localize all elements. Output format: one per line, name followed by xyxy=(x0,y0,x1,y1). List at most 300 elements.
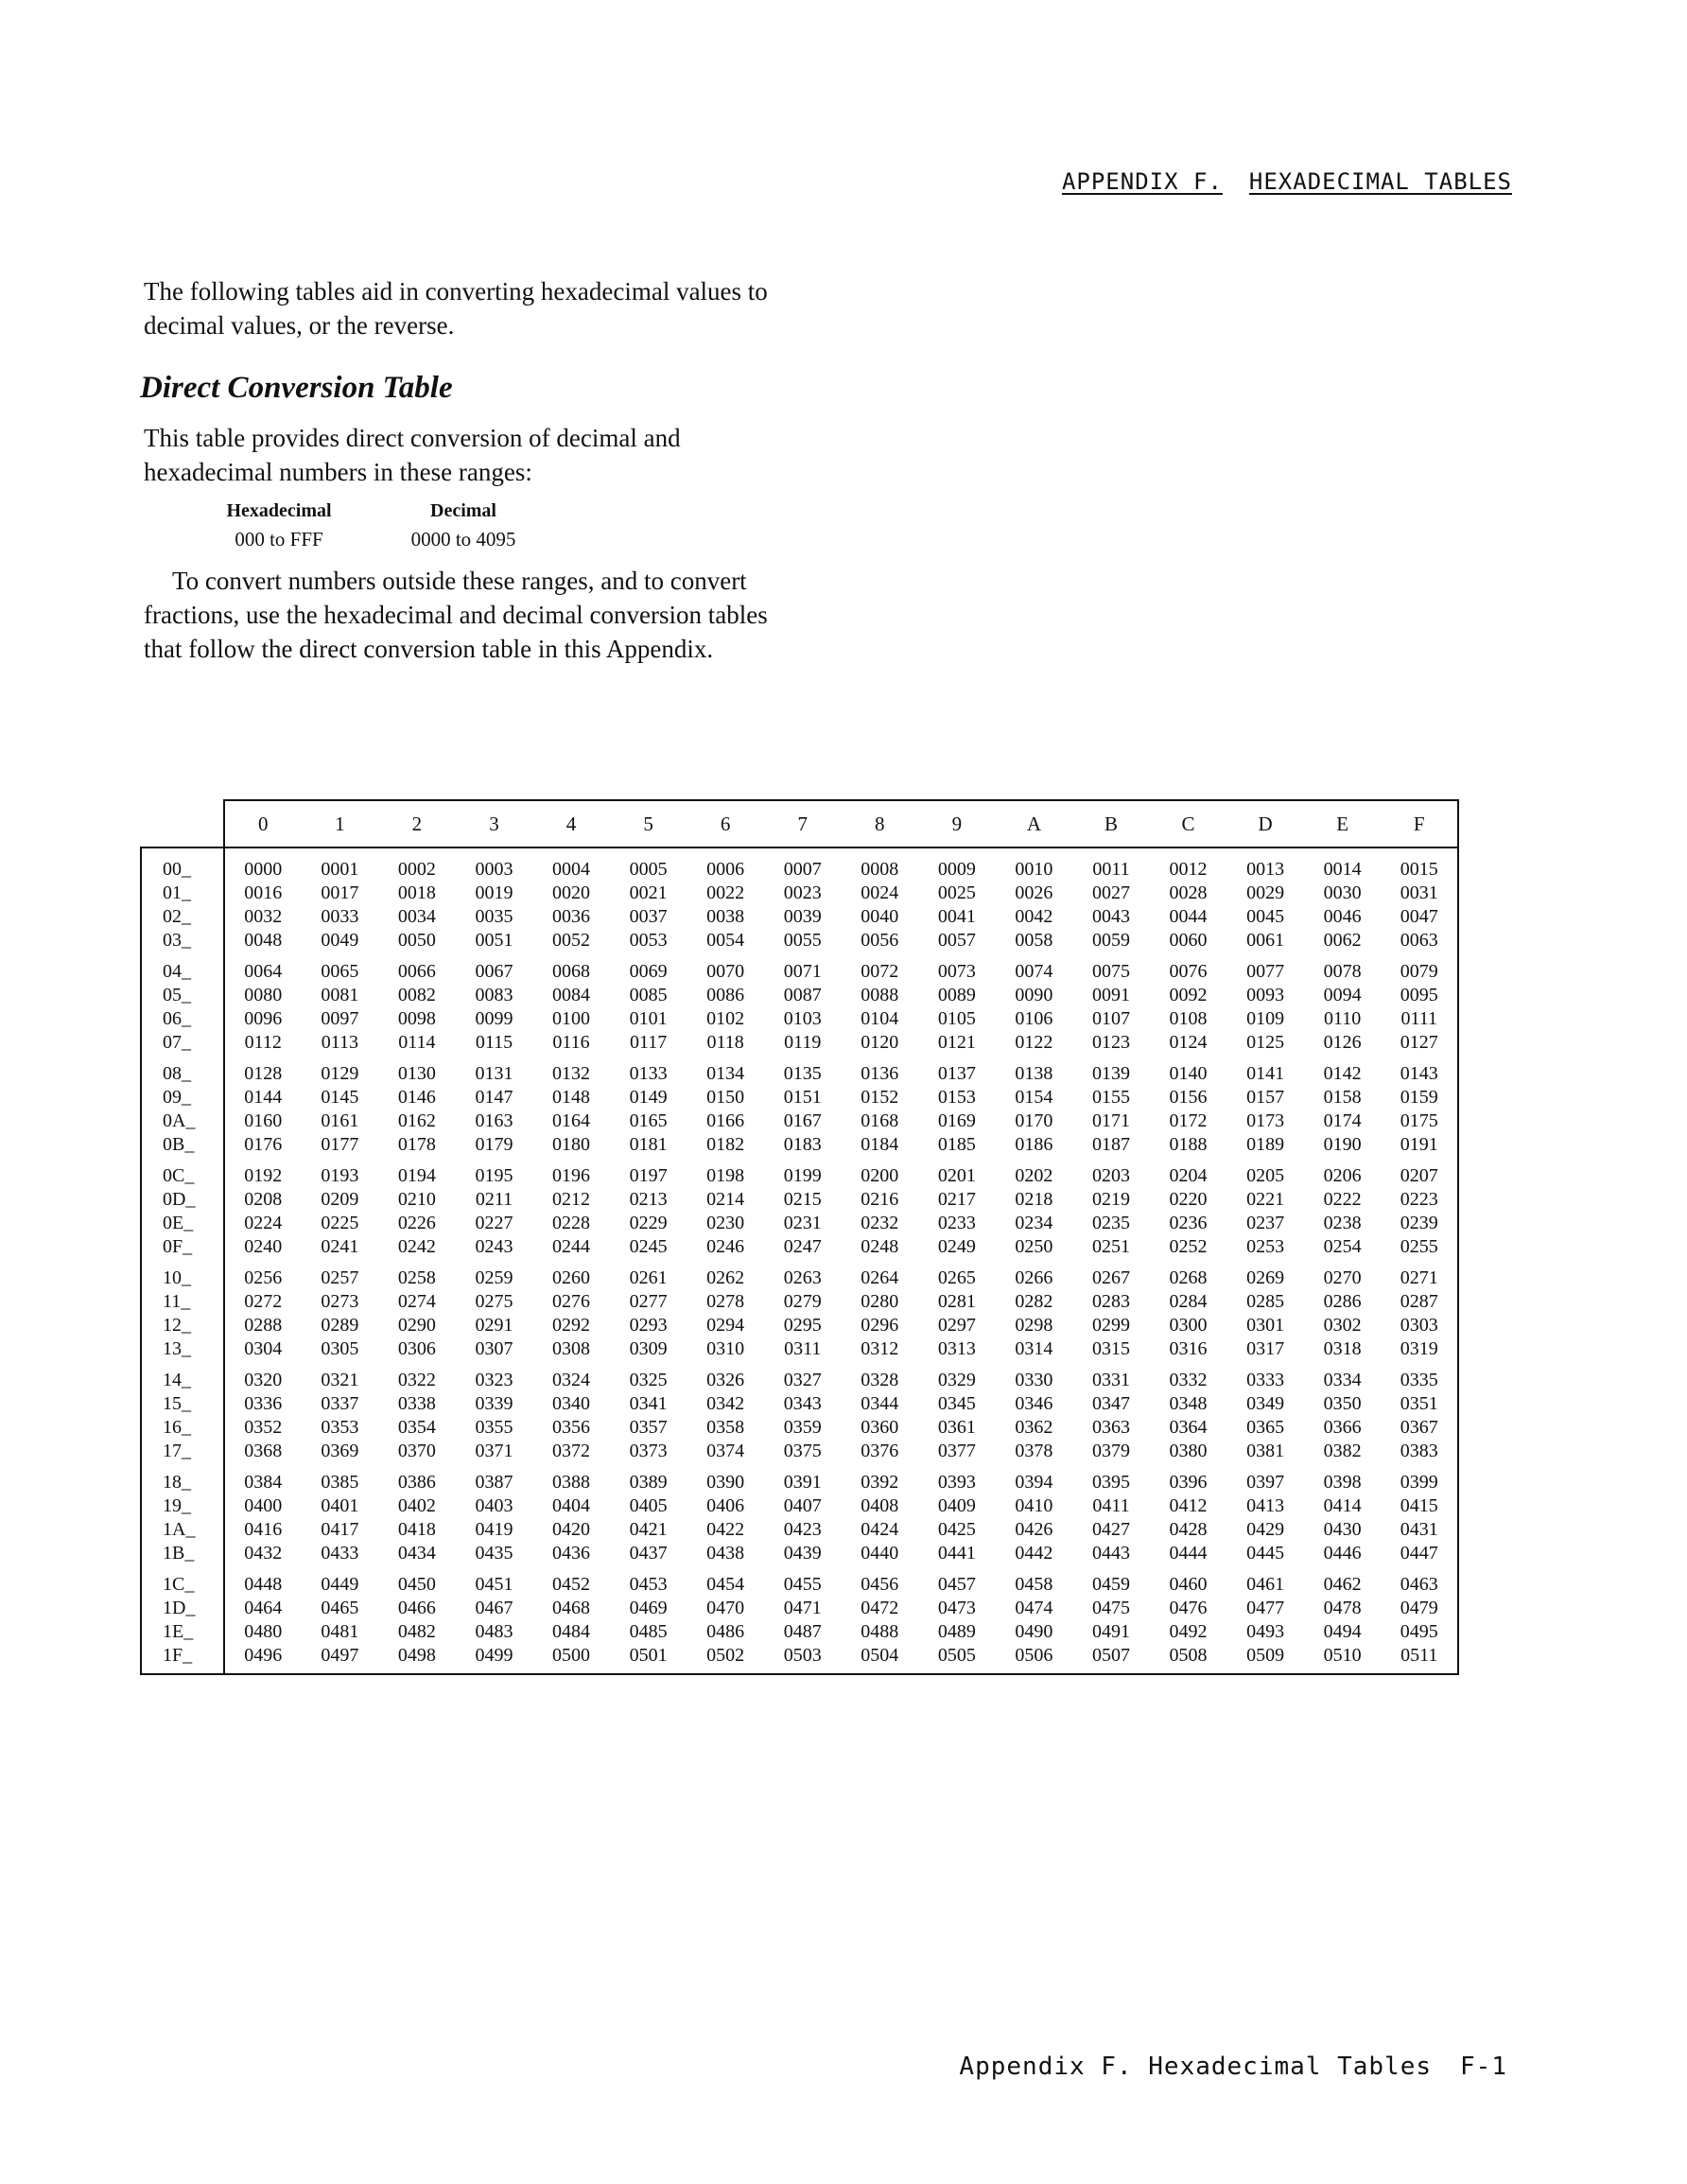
table-row xyxy=(141,1086,1458,1109)
table-row xyxy=(141,882,1458,905)
table-row xyxy=(141,1055,1458,1086)
table-cell: 0119 xyxy=(784,1032,822,1053)
table-cell: 0040 xyxy=(861,906,899,927)
table-cell: 0178 xyxy=(397,1134,436,1155)
table-cell: 0241 xyxy=(321,1236,359,1257)
table-cell: 0191 xyxy=(1381,1133,1458,1157)
table-cell: 0403 xyxy=(475,1495,513,1516)
table-cell: 0135 xyxy=(783,1063,822,1084)
table-cell: 0033 xyxy=(321,906,359,927)
table-cell: 0482 xyxy=(397,1621,436,1642)
table-row xyxy=(141,1494,1458,1518)
table-cell: 0319 xyxy=(1381,1337,1458,1361)
table-cell: 0350 xyxy=(1323,1393,1362,1414)
row-header: 0F_ xyxy=(141,1235,224,1259)
table-cell: 0360 xyxy=(861,1417,899,1438)
table-cell: 0313 xyxy=(937,1338,976,1359)
table-cell: 0082 xyxy=(397,985,436,1005)
table-cell: 0300 xyxy=(1169,1315,1208,1336)
table-cell: 0266 xyxy=(1015,1267,1053,1288)
table-cell: 0374 xyxy=(706,1441,745,1461)
table-cell: 0152 xyxy=(861,1087,899,1108)
table-cell: 0463 xyxy=(1381,1565,1458,1597)
table-cell: 0231 xyxy=(783,1213,822,1233)
row-header: 11_ xyxy=(141,1290,224,1314)
table-cell: 0391 xyxy=(783,1472,822,1493)
table-row xyxy=(141,1157,1458,1188)
table-cell: 0280 xyxy=(861,1291,899,1312)
table-cell: 0128 xyxy=(244,1063,283,1084)
table-cell: 0062 xyxy=(1323,930,1362,951)
table-cell: 0016 xyxy=(244,882,283,903)
table-cell: 0132 xyxy=(552,1063,591,1084)
table-cell: 0412 xyxy=(1169,1495,1208,1516)
intro-paragraph: The following tables aid in converting hexadecimal values to decimal values, or the reverse. xyxy=(144,277,768,340)
table-cell: 0223 xyxy=(1381,1188,1458,1212)
table-cell: 0174 xyxy=(1323,1110,1362,1131)
table-cell: 0054 xyxy=(706,930,745,951)
table-cell: 0451 xyxy=(475,1574,513,1595)
table-cell: 0089 xyxy=(937,985,976,1005)
table-cell: 0421 xyxy=(629,1519,668,1540)
table-cell: 0098 xyxy=(397,1008,436,1029)
row-header: 12_ xyxy=(141,1314,224,1337)
table-cell: 0224 xyxy=(244,1213,283,1233)
table-cell: 0377 xyxy=(937,1441,976,1461)
table-cell: 0188 xyxy=(1169,1134,1208,1155)
hex-range-column xyxy=(203,497,355,553)
table-cell: 0304 xyxy=(244,1338,283,1359)
table-cell: 0343 xyxy=(783,1393,822,1414)
table-cell: 0256 xyxy=(244,1267,283,1288)
row-header: 1B_ xyxy=(141,1542,224,1565)
table-cell: 0351 xyxy=(1381,1392,1458,1416)
table-cell: 0069 xyxy=(629,961,668,982)
table-cell: 0065 xyxy=(321,961,359,982)
page-number: F-1 xyxy=(1460,2053,1507,2081)
table-row xyxy=(141,1337,1458,1361)
table-cell: 0375 xyxy=(783,1441,822,1461)
table-cell: 0004 xyxy=(552,859,591,880)
table-cell: 0163 xyxy=(475,1110,513,1131)
table-cell: 0183 xyxy=(783,1134,822,1155)
column-header: F xyxy=(1381,800,1458,847)
table-cell: 0148 xyxy=(552,1087,591,1108)
table-cell: 0265 xyxy=(937,1267,976,1288)
table-cell: 0198 xyxy=(706,1165,745,1186)
table-cell: 0029 xyxy=(1246,882,1285,903)
table-cell: 0125 xyxy=(1246,1032,1285,1053)
table-cell: 0491 xyxy=(1091,1621,1130,1642)
table-cell: 0355 xyxy=(475,1417,513,1438)
table-cell: 0318 xyxy=(1323,1338,1362,1359)
table-cell: 0003 xyxy=(475,859,513,880)
table-cell: 0001 xyxy=(321,859,359,880)
table-cell: 0012 xyxy=(1169,859,1208,880)
table-cell: 0006 xyxy=(706,859,745,880)
table-cell: 0306 xyxy=(397,1338,436,1359)
table-cell: 0170 xyxy=(1015,1110,1053,1131)
table-cell: 0028 xyxy=(1169,882,1208,903)
table-cell: 0139 xyxy=(1091,1063,1130,1084)
table-cell: 0346 xyxy=(1015,1393,1053,1414)
table-cell: 0424 xyxy=(861,1519,899,1540)
table-cell: 0398 xyxy=(1323,1472,1362,1493)
table-cell: 0416 xyxy=(244,1519,283,1540)
table-cell: 0489 xyxy=(937,1621,976,1642)
table-cell: 0097 xyxy=(321,1008,359,1029)
table-cell: 0299 xyxy=(1091,1315,1130,1336)
table-cell: 0295 xyxy=(783,1315,822,1336)
table-cell: 0081 xyxy=(321,985,359,1005)
row-header: 00_ xyxy=(141,847,224,882)
table-cell: 0106 xyxy=(1015,1008,1053,1029)
table-cell: 0479 xyxy=(1381,1597,1458,1620)
table-cell: 0092 xyxy=(1169,985,1208,1005)
table-cell: 0194 xyxy=(397,1165,436,1186)
table-cell: 0457 xyxy=(937,1574,976,1595)
table-cell: 0050 xyxy=(397,930,436,951)
dec-range-label: Decimal xyxy=(430,500,496,521)
table-cell: 0466 xyxy=(397,1598,436,1618)
table-cell: 0053 xyxy=(629,930,668,951)
table-cell: 0287 xyxy=(1381,1290,1458,1314)
table-cell: 0437 xyxy=(629,1543,668,1564)
table-row xyxy=(141,1031,1458,1055)
table-cell: 0352 xyxy=(244,1417,283,1438)
table-cell: 0357 xyxy=(629,1417,668,1438)
table-cell: 0110 xyxy=(1324,1008,1362,1029)
table-cell: 0235 xyxy=(1091,1213,1130,1233)
table-cell: 0312 xyxy=(861,1338,899,1359)
table-row xyxy=(141,1314,1458,1337)
table-cell: 0066 xyxy=(397,961,436,982)
table-cell: 0000 xyxy=(244,859,283,880)
table-cell: 0478 xyxy=(1323,1598,1362,1618)
table-cell: 0308 xyxy=(552,1338,591,1359)
table-cell: 0182 xyxy=(706,1134,745,1155)
table-cell: 0158 xyxy=(1323,1087,1362,1108)
table-cell: 0068 xyxy=(552,961,591,982)
table-cell: 0159 xyxy=(1381,1086,1458,1109)
table-cell: 0321 xyxy=(321,1370,359,1390)
table-corner-cell xyxy=(141,800,224,847)
description-paragraph: This table provides direct conversion of decimal and hexadecimal numbers in these ranges: xyxy=(144,424,681,486)
header-appendix-label: APPENDIX F. xyxy=(1061,168,1223,195)
table-cell: 0269 xyxy=(1246,1267,1285,1288)
column-header: 5 xyxy=(610,800,687,847)
table-cell: 0381 xyxy=(1246,1441,1285,1461)
table-cell: 0037 xyxy=(629,906,668,927)
table-cell: 0481 xyxy=(321,1621,359,1642)
conversion-note-text: To convert numbers outside these ranges, and to convert fractions, use the hexadecimal and decimal conversion tables that follow the direct conversion table in this Appendix. xyxy=(144,567,768,663)
table-cell: 0035 xyxy=(475,906,513,927)
table-cell: 0415 xyxy=(1381,1494,1458,1518)
table-cell: 0408 xyxy=(861,1495,899,1516)
hex-range-label: Hexadecimal xyxy=(226,500,332,521)
table-cell: 0459 xyxy=(1091,1574,1130,1595)
table-cell: 0363 xyxy=(1091,1417,1130,1438)
row-header: 10_ xyxy=(141,1259,224,1290)
table-cell: 0026 xyxy=(1015,882,1053,903)
table-cell: 0176 xyxy=(244,1134,283,1155)
table-cell: 0276 xyxy=(552,1291,591,1312)
table-cell: 0339 xyxy=(475,1393,513,1414)
table-cell: 0090 xyxy=(1015,985,1053,1005)
table-cell: 0406 xyxy=(706,1495,745,1516)
table-cell: 0153 xyxy=(937,1087,976,1108)
table-cell: 0281 xyxy=(937,1291,976,1312)
table-cell: 0232 xyxy=(861,1213,899,1233)
table-row xyxy=(141,1109,1458,1133)
table-cell: 0219 xyxy=(1091,1189,1130,1210)
table-cell: 0303 xyxy=(1381,1314,1458,1337)
table-cell: 0338 xyxy=(397,1393,436,1414)
direct-conversion-table xyxy=(140,799,1459,1675)
table-cell: 0462 xyxy=(1323,1574,1362,1595)
table-cell: 0134 xyxy=(706,1063,745,1084)
table-cell: 0264 xyxy=(861,1267,899,1288)
table-cell: 0045 xyxy=(1246,906,1285,927)
table-cell: 0290 xyxy=(397,1315,436,1336)
table-cell: 0447 xyxy=(1381,1542,1458,1565)
table-cell: 0009 xyxy=(937,859,976,880)
table-cell: 0169 xyxy=(937,1110,976,1131)
table-cell: 0470 xyxy=(706,1598,745,1618)
table-cell: 0320 xyxy=(244,1370,283,1390)
table-cell: 0165 xyxy=(629,1110,668,1131)
table-cell: 0393 xyxy=(937,1472,976,1493)
table-cell: 0230 xyxy=(706,1213,745,1233)
table-cell: 0410 xyxy=(1015,1495,1053,1516)
table-cell: 0038 xyxy=(706,906,745,927)
table-cell: 0397 xyxy=(1246,1472,1285,1493)
table-row xyxy=(141,1259,1458,1290)
table-cell: 0293 xyxy=(629,1315,668,1336)
table-row xyxy=(141,905,1458,929)
column-header: 1 xyxy=(302,800,379,847)
table-cell: 0118 xyxy=(706,1032,744,1053)
table-cell: 0500 xyxy=(532,1644,610,1674)
table-cell: 0126 xyxy=(1323,1032,1362,1053)
table-cell: 0301 xyxy=(1246,1315,1285,1336)
table-cell: 0030 xyxy=(1323,882,1362,903)
table-cell: 0473 xyxy=(937,1598,976,1618)
table-cell: 0296 xyxy=(861,1315,899,1336)
table-cell: 0124 xyxy=(1169,1032,1208,1053)
table-cell: 0384 xyxy=(244,1472,283,1493)
table-cell: 0511 xyxy=(1381,1644,1458,1674)
table-cell: 0382 xyxy=(1323,1441,1362,1461)
table-cell: 0389 xyxy=(629,1472,668,1493)
table-cell: 0149 xyxy=(629,1087,668,1108)
table-row xyxy=(141,1007,1458,1031)
table-cell: 0056 xyxy=(861,930,899,951)
table-cell: 0311 xyxy=(784,1338,822,1359)
table-cell: 0017 xyxy=(321,882,359,903)
table-cell: 0483 xyxy=(475,1621,513,1642)
table-cell: 0052 xyxy=(552,930,591,951)
table-cell: 0477 xyxy=(1246,1598,1285,1618)
table-cell: 0427 xyxy=(1091,1519,1130,1540)
table-cell: 0057 xyxy=(937,930,976,951)
row-header: 05_ xyxy=(141,984,224,1007)
table-cell: 0213 xyxy=(629,1189,668,1210)
table-cell: 0187 xyxy=(1091,1134,1130,1155)
table-cell: 0094 xyxy=(1323,985,1362,1005)
table-cell: 0456 xyxy=(861,1574,899,1595)
table-cell: 0086 xyxy=(706,985,745,1005)
table-cell: 0420 xyxy=(552,1519,591,1540)
table-cell: 0127 xyxy=(1381,1031,1458,1055)
table-cell: 0334 xyxy=(1323,1370,1362,1390)
table-cell: 0145 xyxy=(321,1087,359,1108)
table-cell: 0246 xyxy=(706,1236,745,1257)
table-cell: 0298 xyxy=(1015,1315,1053,1336)
table-cell: 0203 xyxy=(1091,1165,1130,1186)
table-cell: 0196 xyxy=(552,1165,591,1186)
table-cell: 0494 xyxy=(1323,1621,1362,1642)
table-cell: 0428 xyxy=(1169,1519,1208,1540)
table-cell: 0294 xyxy=(706,1315,745,1336)
table-cell: 0019 xyxy=(475,882,513,903)
table-cell: 0051 xyxy=(475,930,513,951)
table-cell: 0242 xyxy=(397,1236,436,1257)
table-cell: 0310 xyxy=(706,1338,745,1359)
table-cell: 0133 xyxy=(629,1063,668,1084)
table-cell: 0197 xyxy=(629,1165,668,1186)
table-cell: 0259 xyxy=(475,1267,513,1288)
row-header: 1F_ xyxy=(141,1644,224,1674)
table-cell: 0061 xyxy=(1246,930,1285,951)
footer-title: Appendix F. Hexadecimal Tables xyxy=(959,2053,1433,2081)
table-cell: 0104 xyxy=(861,1008,899,1029)
row-header: 1C_ xyxy=(141,1565,224,1597)
table-cell: 0229 xyxy=(629,1213,668,1233)
table-cell: 0101 xyxy=(629,1008,668,1029)
table-cell: 0485 xyxy=(629,1621,668,1642)
table-cell: 0474 xyxy=(1015,1598,1053,1618)
table-cell: 0205 xyxy=(1246,1165,1285,1186)
table-cell: 0399 xyxy=(1381,1463,1458,1494)
table-cell: 0402 xyxy=(397,1495,436,1516)
table-cell: 0225 xyxy=(321,1213,359,1233)
table-cell: 0327 xyxy=(783,1370,822,1390)
table-cell: 0260 xyxy=(552,1267,591,1288)
table-cell: 0031 xyxy=(1381,882,1458,905)
table-cell: 0130 xyxy=(397,1063,436,1084)
table-cell: 0245 xyxy=(629,1236,668,1257)
table-cell: 0252 xyxy=(1169,1236,1208,1257)
row-header: 06_ xyxy=(141,1007,224,1031)
table-row xyxy=(141,1644,1458,1674)
table-cell: 0261 xyxy=(629,1267,668,1288)
table-cell: 0411 xyxy=(1092,1495,1130,1516)
row-header: 15_ xyxy=(141,1392,224,1416)
table-cell: 0405 xyxy=(629,1495,668,1516)
table-cell: 0373 xyxy=(629,1441,668,1461)
row-header: 1A_ xyxy=(141,1518,224,1542)
table-cell: 0007 xyxy=(783,859,822,880)
table-cell: 0160 xyxy=(244,1110,283,1131)
table-cell: 0307 xyxy=(475,1338,513,1359)
table-cell: 0268 xyxy=(1169,1267,1208,1288)
table-cell: 0156 xyxy=(1169,1087,1208,1108)
table-cell: 0335 xyxy=(1381,1361,1458,1392)
table-cell: 0185 xyxy=(937,1134,976,1155)
table-cell: 0199 xyxy=(783,1165,822,1186)
table-cell: 0084 xyxy=(552,985,591,1005)
column-header: 8 xyxy=(842,800,919,847)
table-cell: 0014 xyxy=(1323,859,1362,880)
table-cell: 0364 xyxy=(1169,1417,1208,1438)
table-cell: 0442 xyxy=(1015,1543,1053,1564)
table-cell: 0367 xyxy=(1381,1416,1458,1440)
table-cell: 0253 xyxy=(1246,1236,1285,1257)
table-cell: 0396 xyxy=(1169,1472,1208,1493)
table-cell: 0024 xyxy=(861,882,899,903)
table-cell: 0422 xyxy=(706,1519,745,1540)
table-cell: 0193 xyxy=(321,1165,359,1186)
row-header: 07_ xyxy=(141,1031,224,1055)
table-cell: 0072 xyxy=(861,961,899,982)
table-cell: 0340 xyxy=(552,1393,591,1414)
table-cell: 0336 xyxy=(244,1393,283,1414)
table-cell: 0484 xyxy=(552,1621,591,1642)
table-cell: 0077 xyxy=(1246,961,1285,982)
table-cell: 0249 xyxy=(937,1236,976,1257)
table-cell: 0331 xyxy=(1091,1370,1130,1390)
table-cell: 0508 xyxy=(1150,1644,1227,1674)
table-cell: 0359 xyxy=(783,1417,822,1438)
table-cell: 0356 xyxy=(552,1417,591,1438)
table-cell: 0243 xyxy=(475,1236,513,1257)
table-cell: 0177 xyxy=(321,1134,359,1155)
table-cell: 0008 xyxy=(861,859,899,880)
table-cell: 0395 xyxy=(1091,1472,1130,1493)
row-header: 0C_ xyxy=(141,1157,224,1188)
table-cell: 0413 xyxy=(1246,1495,1285,1516)
table-cell: 0258 xyxy=(397,1267,436,1288)
table-row xyxy=(141,1212,1458,1235)
table-cell: 0330 xyxy=(1015,1370,1053,1390)
table-cell: 0417 xyxy=(321,1519,359,1540)
table-cell: 0400 xyxy=(244,1495,283,1516)
table-cell: 0244 xyxy=(552,1236,591,1257)
table-cell: 0114 xyxy=(398,1032,436,1053)
table-cell: 0239 xyxy=(1381,1212,1458,1235)
table-cell: 0443 xyxy=(1091,1543,1130,1564)
table-cell: 0271 xyxy=(1381,1259,1458,1290)
table-cell: 0137 xyxy=(937,1063,976,1084)
table-cell: 0475 xyxy=(1091,1598,1130,1618)
table-cell: 0115 xyxy=(475,1032,513,1053)
table-cell: 0192 xyxy=(244,1165,283,1186)
table-cell: 0348 xyxy=(1169,1393,1208,1414)
table-cell: 0370 xyxy=(397,1441,436,1461)
table-cell: 0010 xyxy=(1015,859,1053,880)
row-header: 1D_ xyxy=(141,1597,224,1620)
table-cell: 0073 xyxy=(937,961,976,982)
table-cell: 0426 xyxy=(1015,1519,1053,1540)
table-cell: 0175 xyxy=(1381,1109,1458,1133)
table-cell: 0200 xyxy=(861,1165,899,1186)
table-cell: 0446 xyxy=(1323,1543,1362,1564)
dec-range-column xyxy=(392,497,534,553)
table-cell: 0262 xyxy=(706,1267,745,1288)
table-cell: 0171 xyxy=(1091,1110,1130,1131)
row-header: 01_ xyxy=(141,882,224,905)
